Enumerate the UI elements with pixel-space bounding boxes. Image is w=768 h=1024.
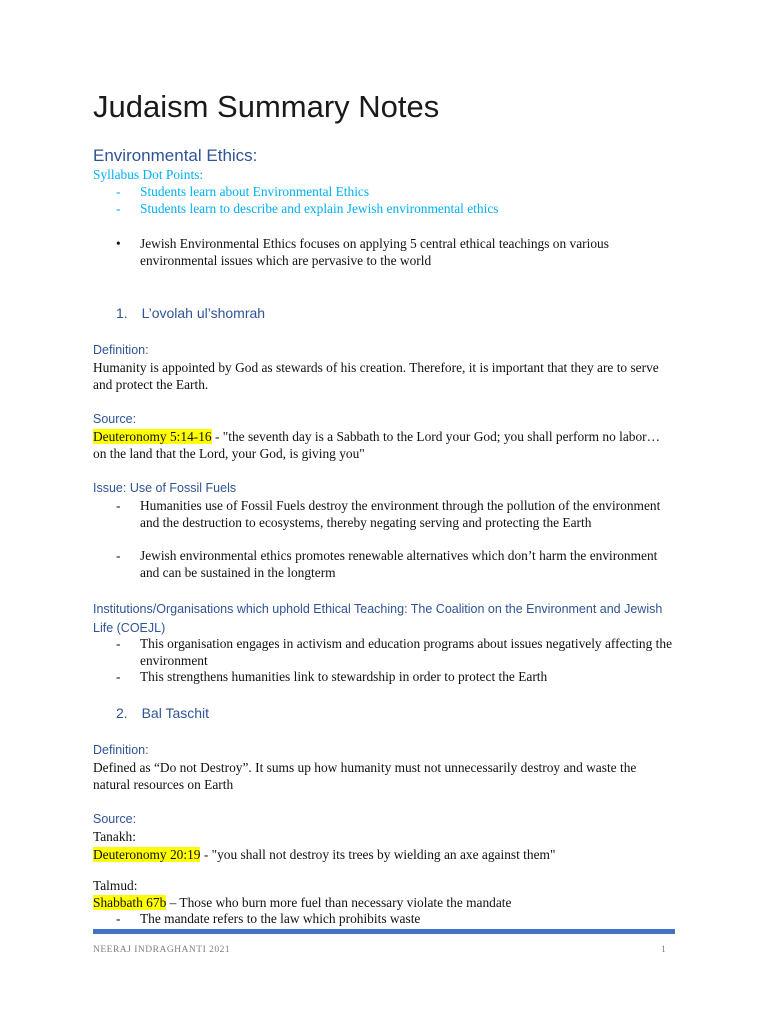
dash-marker: - <box>116 669 121 684</box>
tanakh-source <box>93 846 673 863</box>
talmud-label: Talmud: <box>93 878 138 893</box>
talmud-point-text: The mandate refers to the law which prohibits waste <box>140 911 421 926</box>
source-label: Source: <box>93 412 137 426</box>
issue-point-text: Humanities use of Fossil Fuels destroy the environment through the pollution of the environment and the destruction to ecosystems, thereby negating serving and protecting the Earth <box>140 498 661 530</box>
page-number: 1 <box>661 945 666 955</box>
footer-author: NEERAJ INDRAGHANTI 2021 <box>93 945 231 955</box>
tanakh-reference: Deuteronomy 20:19 <box>93 847 201 862</box>
definition-label: Definition: <box>93 743 149 757</box>
syllabus-label: Syllabus Dot Points: <box>93 167 204 182</box>
institution-label: Institutions/Organisations which uphold Ethical Teaching: The Coalition on the Environment and Jewish Life (COEJL) <box>93 602 663 635</box>
source-label: Source: <box>93 812 137 826</box>
talmud-source <box>93 894 673 911</box>
definition-label: Definition: <box>93 343 149 357</box>
dash-marker: - <box>116 184 121 199</box>
source-reference: Deuteronomy 5:14-16 <box>93 429 212 444</box>
definition-text: Defined as “Do not Destroy”. It sums up how humanity must not unnecessarily destroy and waste the natural resources on Earth <box>93 760 637 792</box>
intro-bullet-text: Jewish Environmental Ethics focuses on applying 5 central ethical teachings on various environmental issues which are pervasive to the world <box>140 236 609 268</box>
footer-rule <box>93 929 675 934</box>
teaching-heading <box>116 305 265 321</box>
dash-marker: - <box>116 636 121 651</box>
bullet-marker: • <box>116 236 121 251</box>
teaching-title: Bal Taschit <box>141 705 210 721</box>
teaching-number: 2. <box>116 705 128 721</box>
teaching-title: L’ovolah ul’shomrah <box>141 305 266 321</box>
syllabus-point-text: Students learn to describe and explain Jewish environmental ethics <box>140 201 499 216</box>
page-title: Judaism Summary Notes <box>93 89 440 124</box>
tanakh-quote: - "you shall not destroy its trees by wielding an axe against them" <box>200 847 556 862</box>
definition-text: Humanity is appointed by God as stewards of his creation. Therefore, it is important that they are to serve and protect the Earth. <box>93 360 659 392</box>
teaching-heading <box>116 705 209 721</box>
dash-marker: - <box>116 498 121 513</box>
issue-point-text: Jewish environmental ethics promotes renewable alternatives which don’t harm the environment and can be sustained in the longterm <box>140 548 658 580</box>
dash-marker: - <box>116 548 121 563</box>
dash-marker: - <box>116 201 121 216</box>
tanakh-label: Tanakh: <box>93 829 136 844</box>
syllabus-point-text: Students learn about Environmental Ethics <box>140 184 370 199</box>
issue-label: Issue: Use of Fossil Fuels <box>93 481 237 495</box>
section-title: Environmental Ethics: <box>93 146 258 165</box>
talmud-reference: Shabbath 67b <box>93 895 167 910</box>
source-quote: - "the seventh day is a Sabbath to the Lord your God; you shall perform no labor…on the land that the Lord, your God, is giving you" <box>93 429 661 461</box>
teaching-number: 1. <box>116 305 128 321</box>
talmud-quote: – Those who burn more fuel than necessary violate the mandate <box>166 895 512 910</box>
institution-point-text: This organisation engages in activism and education programs about issues negatively affecting the environment <box>140 636 673 668</box>
institution-point-text: This strengthens humanities link to stewardship in order to protect the Earth <box>140 669 548 684</box>
source-text <box>93 428 673 462</box>
dash-marker: - <box>116 911 121 926</box>
